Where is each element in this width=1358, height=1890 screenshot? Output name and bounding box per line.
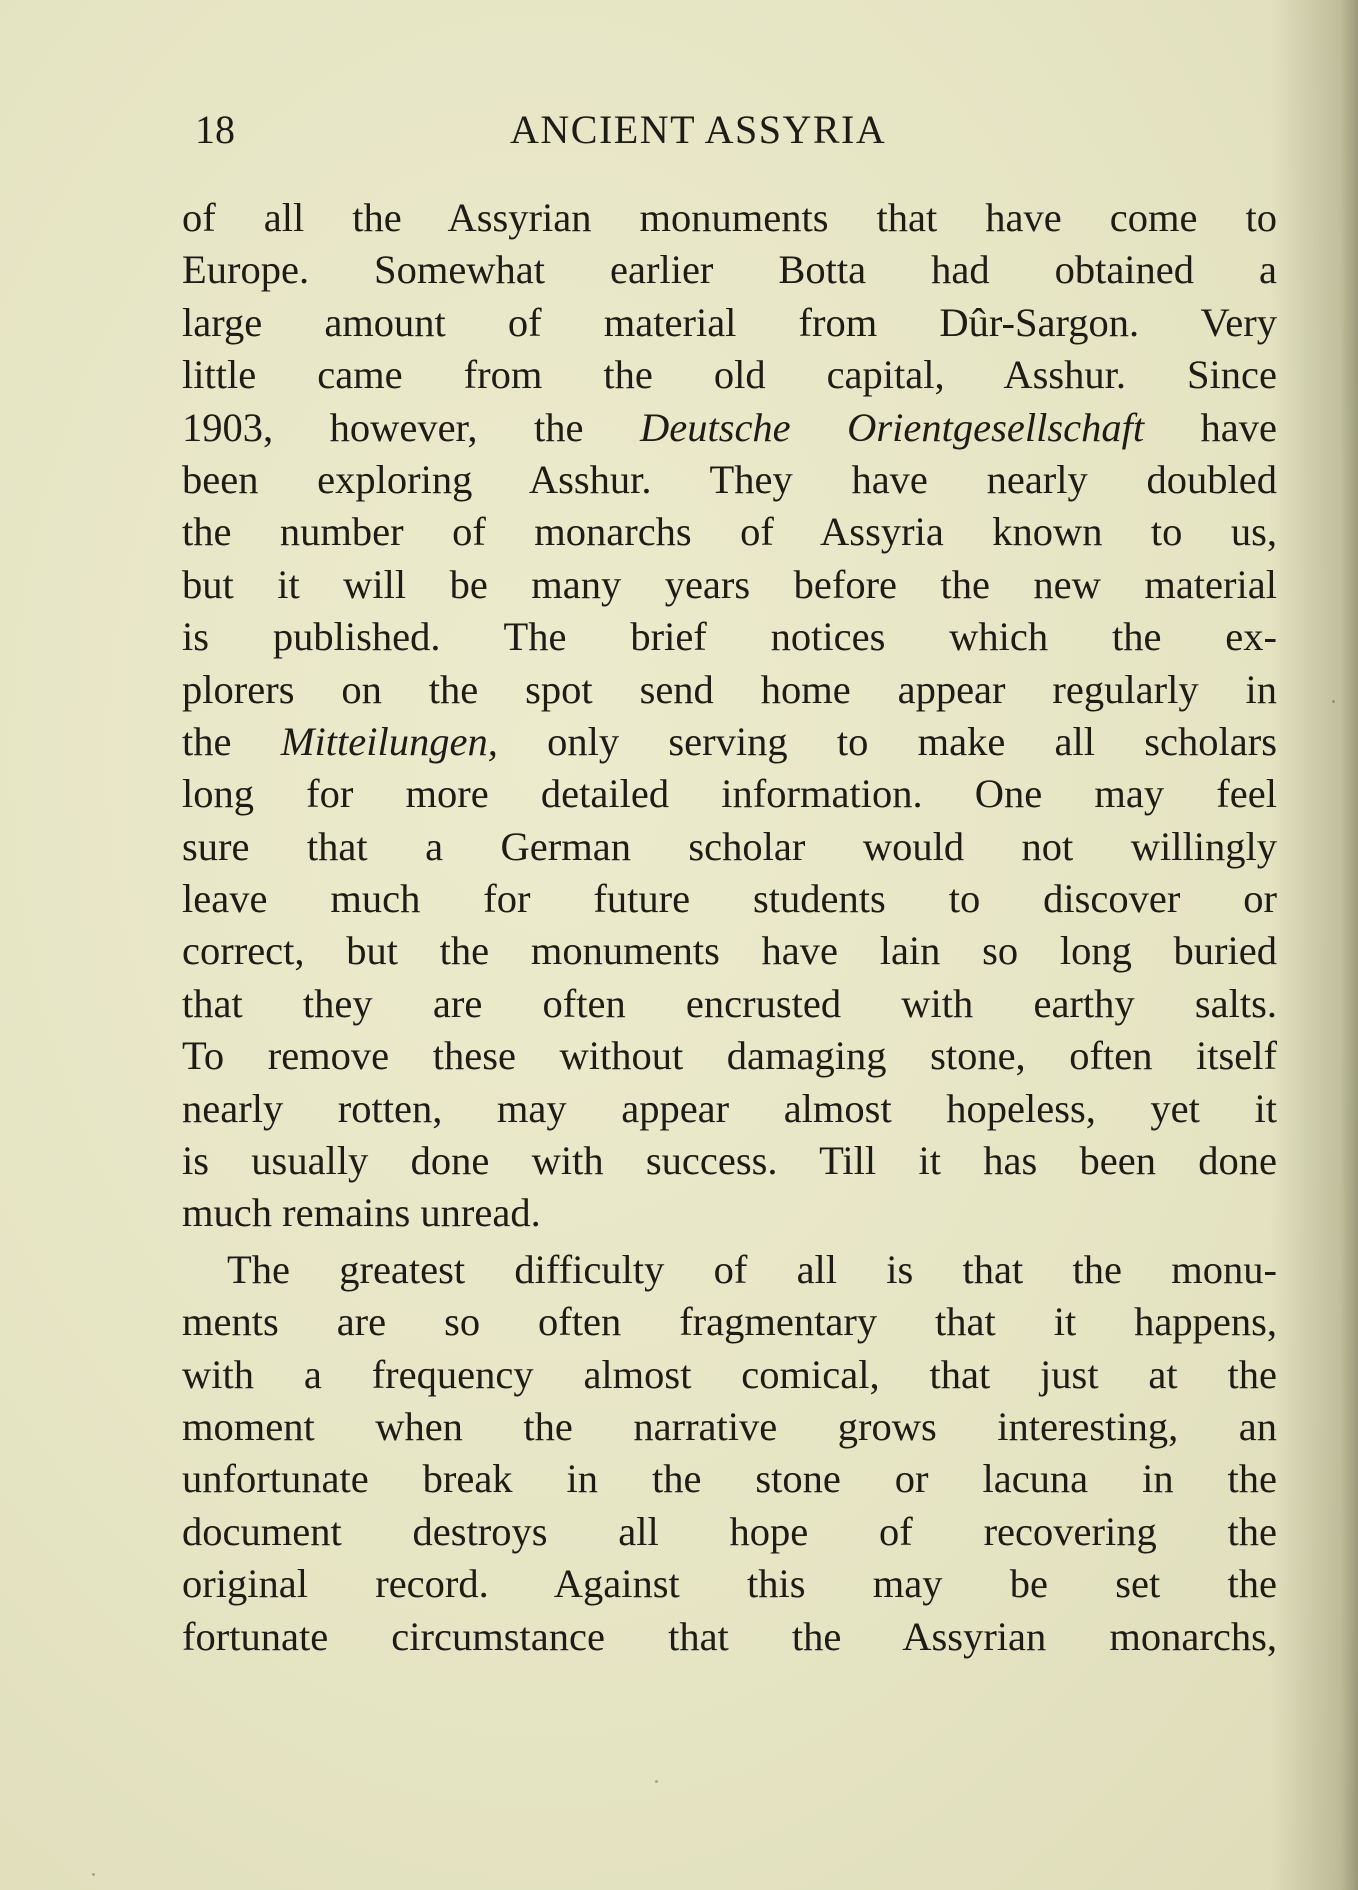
text-line: Europe. Somewhat earlier Botta had obtained a (182, 247, 1277, 293)
text-line: leave much for future students to discover or (182, 876, 1277, 922)
text-line: moment when the narrative grows interesting, an (182, 1403, 1277, 1449)
text-line: ments are so often fragmentary that it happens, (182, 1299, 1277, 1345)
italic-title: Deutsche Orientgesellschaft (639, 404, 1145, 450)
text-line: plorers on the spot send home appear regularly in (182, 666, 1277, 712)
page-number: 18 (195, 107, 235, 152)
text-line: long for more detailed information. One may feel (182, 771, 1277, 817)
running-head: ANCIENT ASSYRIA (510, 107, 887, 152)
text-line: original record. Against this may be set the (182, 1561, 1277, 1607)
text-line: little came from the old capital, Asshur. Since (182, 352, 1277, 398)
paper-speck (1332, 700, 1335, 703)
text-line: that they are often encrusted with earthy salts. (182, 980, 1277, 1026)
text-run: only serving to make all scholars (497, 718, 1277, 764)
text-line: the number of monarchs of Assyria known to us, (182, 509, 1277, 555)
text-line: much remains unread. (182, 1190, 541, 1236)
text-run: the (182, 718, 281, 764)
paragraph-1 (182, 192, 1277, 1240)
body-text (182, 192, 1277, 1663)
text-line: unfortunate break in the stone or lacuna in the (182, 1456, 1277, 1502)
text-line: is usually done with success. Till it has been done (182, 1138, 1277, 1184)
text-line: document destroys all hope of recovering the (182, 1508, 1277, 1554)
text-line: large amount of material from Dûr-Sargon. Very (182, 299, 1277, 345)
text-line: sure that a German scholar would not willingly (182, 823, 1277, 869)
text-line: To remove these without damaging stone, often itself (182, 1033, 1277, 1079)
text-line: correct, but the monuments have lain so long buried (182, 928, 1277, 974)
text-line: fortunate circumstance that the Assyrian monarchs, (182, 1613, 1277, 1659)
italic-title: Mitteilungen, (280, 718, 498, 764)
page-header (195, 100, 985, 160)
text-run: have (1144, 404, 1278, 450)
paper-speck (92, 1873, 95, 1876)
text-line: The greatest difficulty of all is that the monu- (227, 1246, 1277, 1292)
text-run: 1903, however, the (182, 404, 640, 450)
text-line: nearly rotten, may appear almost hopeless, yet it (182, 1085, 1277, 1131)
text-line: with a frequency almost comical, that just at the (182, 1351, 1277, 1397)
paragraph-2 (182, 1244, 1277, 1663)
text-line (182, 716, 1277, 768)
text-line: been exploring Asshur. They have nearly doubled (182, 456, 1277, 502)
text-line (182, 402, 1277, 454)
text-line: of all the Assyrian monuments that have come to (182, 195, 1277, 240)
text-line: is published. The brief notices which the ex- (182, 614, 1277, 660)
text-line: but it will be many years before the new material (182, 561, 1277, 607)
paper-speck (655, 1780, 658, 1783)
